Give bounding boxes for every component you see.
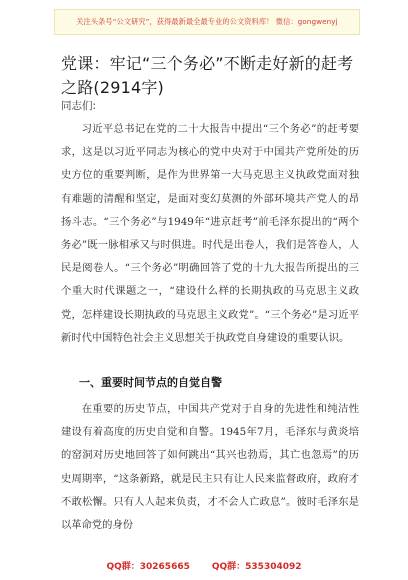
paragraph-2: 在重要的历史节点，中国共产党对于自身的先进性和纯洁性建设有着高度的历史自觉和自警。1945年7月，毛泽东与黄炎培的窑洞对历史地回答了如何跳出“其兴也勃焉，其亡也忽焉”的历史周期率，“这条新路，就是民主只有让人民来监督政府，政府才不敢松懈。只有人人起来负责，才不会人亡政息”。彼时毛泽东是以革命党的身份 [61,403,359,532]
promo-banner [54,9,360,35]
footer-qq-group-2: QQ群：535304092 [211,561,302,572]
document-title: 党课：牢记“三个务必”不断走好新的赶考之路(2914字) [61,54,354,97]
footer-qq-group-1: QQ群：30265665 [106,561,190,572]
promo-banner-text: 关注头条号“公文研究”，获得最新最全最专业的公文资料库！ 微信：gongwenyj [76,17,338,26]
paragraph-1: 习近平总书记在党的二十大报告中提出“三个务必”的赶考要求，这是以习近平同志为核心的党中央对于中国共产党所处的历史方位的重要判断，是作为世界第一大马克思主义执政党面对独有难题的清醒和坚定，是面对变幻莫测的外部环境共产党人的昂扬斗志。“三个务必”与1949年“进京赶考”前毛泽东提出的“两个务必”既一脉相承又与时俱进。时代是出卷人，我们是答卷人，人民是阅卷人。“三个务必”明确回答了党的十九大报告所提出的三个重大时代课题之一，“建设什么样的长期执政的马克思主义政党，怎样建设长期执政的马克思主义政党”。“三个务必”是习近平新时代中国特色社会主义思想关于执政党自身建设的重要认识。 [61,123,359,344]
section-heading-1: 一、重要时间节点的自觉自警 [79,376,222,389]
footer-contact [0,555,408,575]
salutation: 同志们: [61,100,97,112]
